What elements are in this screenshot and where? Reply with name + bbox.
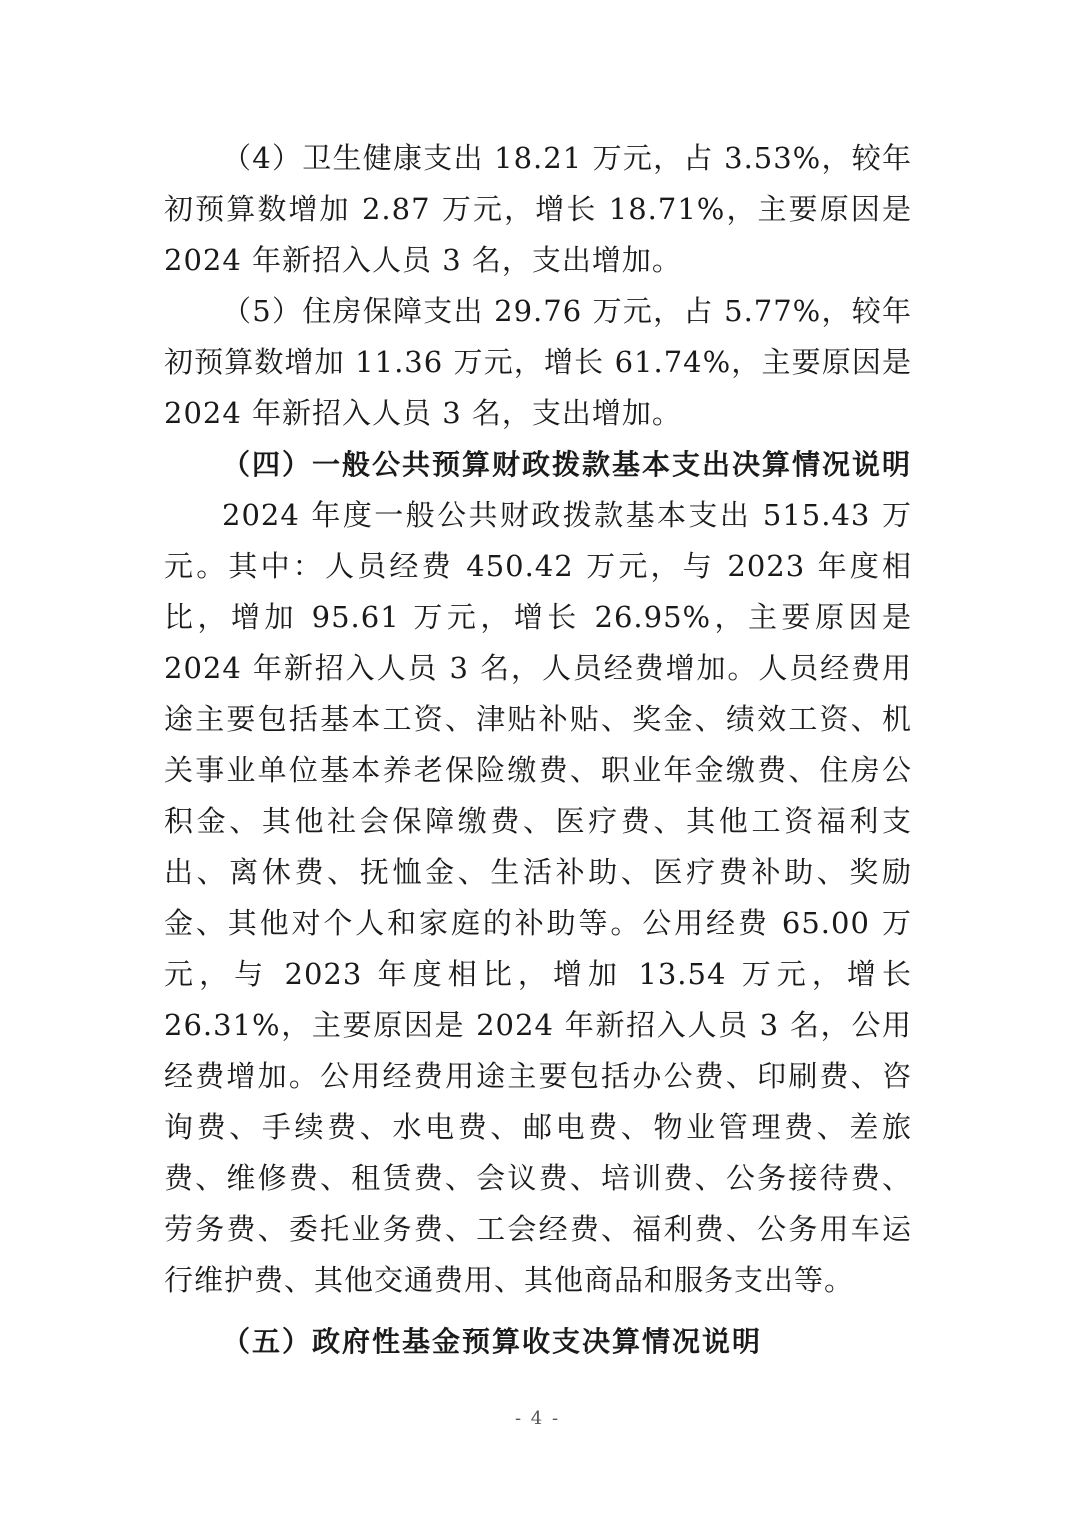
page-content — [164, 133, 912, 1367]
paragraph-health-expenditure: （4）卫生健康支出 18.21 万元，占 3.53%，较年初预算数增加 2.87 万元，增长 18.71%，主要原因是 2024 年新招入人员 3 名，支出增加。 — [164, 141, 912, 277]
paragraph-housing-expenditure: （5）住房保障支出 29.76 万元，占 5.77%，较年初预算数增加 11.36 万元，增长 61.74%，主要原因是 2024 年新招入人员 3 名，支出增加。 — [164, 294, 912, 430]
heading-section-4: （四）一般公共预算财政拨款基本支出决算情况说明 — [222, 448, 913, 481]
page-number: - 4 - — [514, 1408, 561, 1429]
paragraph-basic-expenditure: 2024 年度一般公共财政拨款基本支出 515.43 万元。其中：人员经费 450.42 万元，与 2023 年度相比，增加 95.61 万元，增长 26.95%，主要原因是 2024 年新招入人员 3 名，人员经费增加。人员经费用途主要包括基本工资、津贴补贴、奖金、绩效工资、机关事业单位基本养老保险缴费、职业年金缴费、住房公积金、其他社会保障缴费、医疗费、其他工资福利支出、离休费、抚恤金、生活补助、医疗费补助、奖励金、其他对个人和家庭的补助等。公用经费 65.00 万元，与 2023 年度相比，增加 13.54 万元，增长 26.31%，主要原因是 2024 年新招入人员 3 名，公用经费增加。公用经费用途主要包括办公费、印刷费、咨询费、手续费、水电费、邮电费、物业管理费、差旅费、维修费、租赁费、会议费、培训费、公务接待费、劳务费、委托业务费、工会经费、福利费、公务用车运行维护费、其他交通费用、其他商品和服务支出等。 — [164, 498, 912, 1297]
heading-section-5: （五）政府性基金预算收支决算情况说明 — [222, 1325, 763, 1358]
